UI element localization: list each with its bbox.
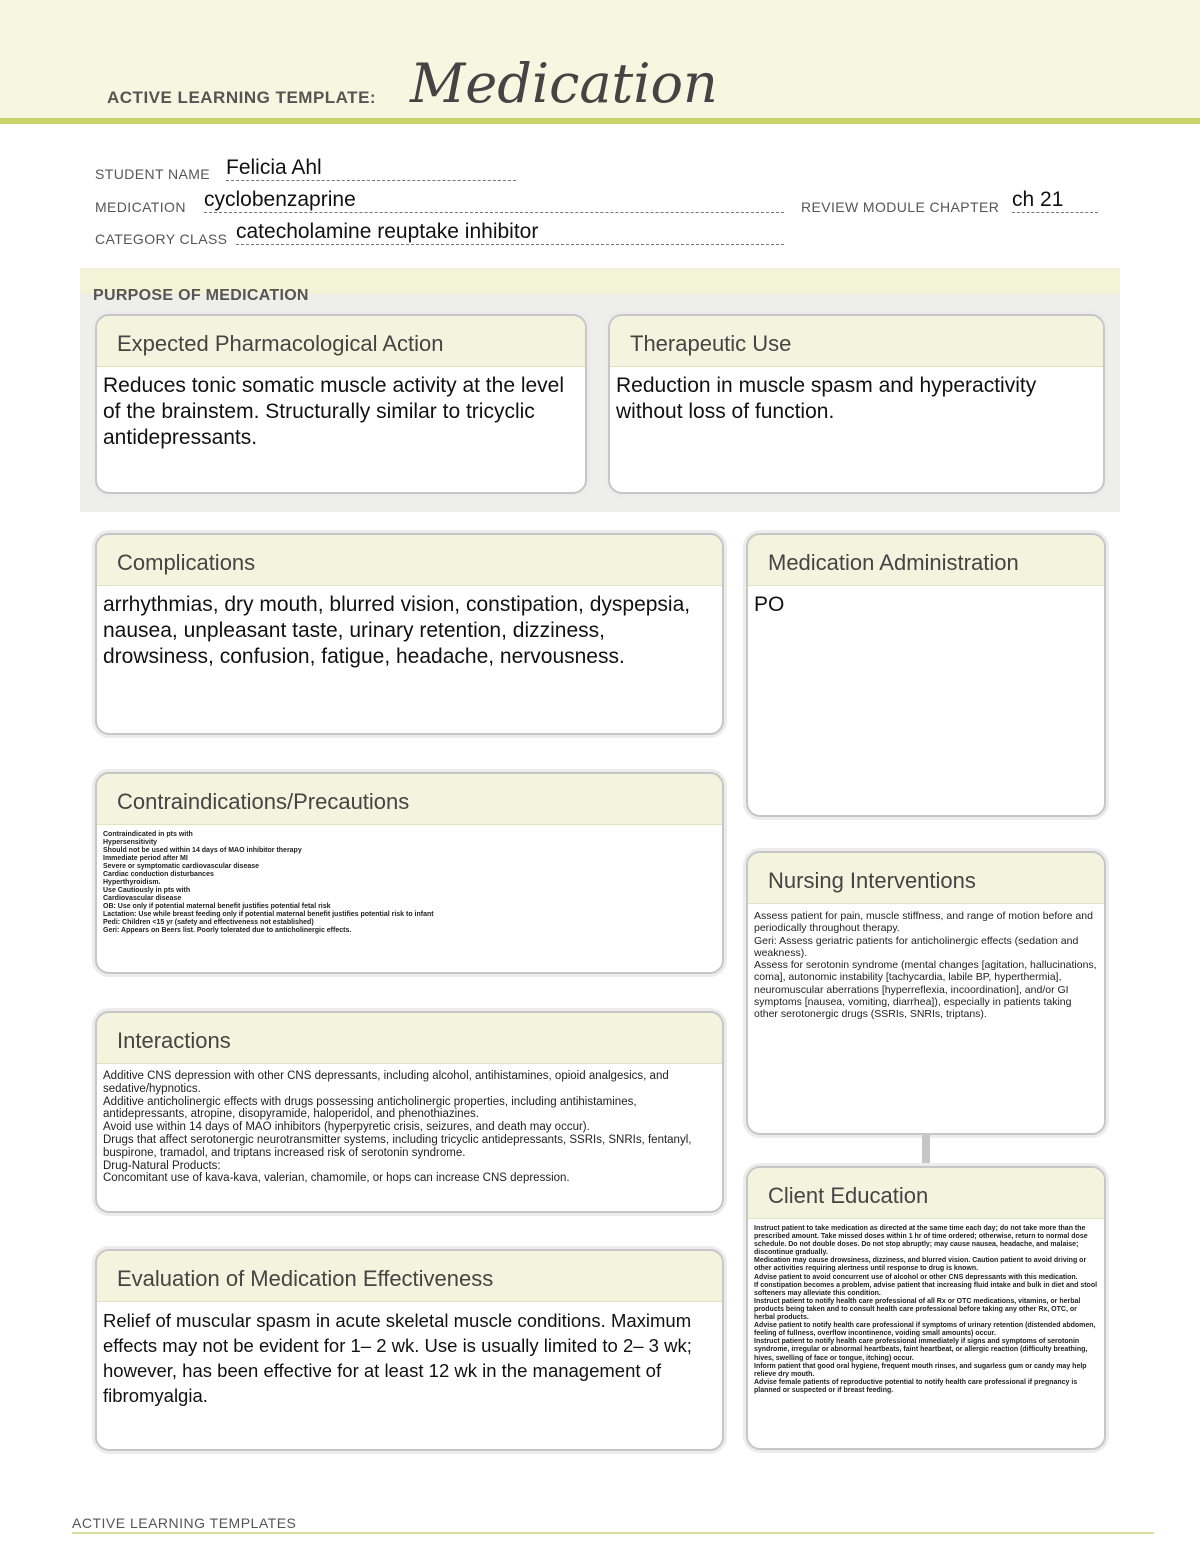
- administration-text: PO: [754, 593, 785, 616]
- contraindications-text: Contraindicated in pts with Hypersensitivity Should not be used within 14 days of MAO inhibitor therapy Immediate period after MI Severe or symptomatic cardiovascular disease Cardiac conduction disturbances Hyperthyroidism. Use Cautiously in pts with Cardiovascular disease OB: Use only if potential maternal benefit justifies potential fetal risk Lactation: Use while breast feeding only if potential maternal benefit justifies potential risk to infant Pedi: Children <15 yr (safety and effectiveness not established) Geri: Appears on Beers list. Poorly tolerated due to anticholinergic effects.: [103, 831, 434, 934]
- nursing-interventions-title: Nursing Interventions: [748, 853, 1104, 904]
- complications-card: [95, 533, 724, 735]
- client-education-title: Client Education: [748, 1168, 1104, 1219]
- therapeutic-use-card: [608, 314, 1105, 494]
- review-chapter-field[interactable]: ch 21: [1012, 188, 1098, 213]
- expected-action-text: Reduces tonic somatic muscle activity at the level of the brainstem. Structurally similar to tricyclic antidepressants.: [103, 374, 565, 449]
- interactions-card: [95, 1011, 724, 1213]
- expected-action-title: Expected Pharmacological Action: [97, 316, 585, 367]
- header-band: [0, 0, 1200, 124]
- evaluation-title: Evaluation of Medication Effectiveness: [97, 1251, 722, 1302]
- connector-bar: [922, 1134, 930, 1166]
- nursing-interventions-text: Assess patient for pain, muscle stiffness, and range of motion before and periodically throughout therapy. Geri: Assess geriatric patients for anticholinergic effects (sedation and weakness). Assess for serotonin syndrome (mental changes [agitation, hallucinations, coma], autonomic instability [tachycardia, labile BP, hyperthermia], neuromuscular aberrations [hyperreflexia, incoordination], and/or GI symptoms [nausea, vomiting, diarrhea]), especially in patients taking other serotonergic drugs (SSRIs, SNRIs, triptans).: [754, 910, 1097, 1021]
- therapeutic-use-text: Reduction in muscle spasm and hyperactivity without loss of function.: [616, 374, 1037, 423]
- purpose-title: PURPOSE OF MEDICATION: [93, 287, 309, 304]
- evaluation-card: [95, 1249, 724, 1451]
- therapeutic-use-title: Therapeutic Use: [610, 316, 1103, 367]
- medication-field[interactable]: cyclobenzaprine: [204, 188, 784, 213]
- administration-card: [746, 533, 1106, 817]
- contraindications-card: [95, 772, 724, 974]
- complications-text: arrhythmias, dry mouth, blurred vision, constipation, dyspepsia, nausea, unpleasant taste, urinary retention, dizziness, drowsiness, confusion, fatigue, headache, nervousness.: [103, 593, 691, 668]
- template-label: ACTIVE LEARNING TEMPLATE:: [107, 88, 377, 107]
- administration-title: Medication Administration: [748, 535, 1104, 586]
- category-class-field[interactable]: catecholamine reuptake inhibitor: [236, 220, 784, 245]
- interactions-text: Additive CNS depression with other CNS depressants, including alcohol, antihistamines, opioid analgesics, and sedative/hypnotics. Additive anticholinergic effects with drugs possessing anticholinergic properties, including antihistamines, antidepressants, atropine, disopyramide, haloperidol, and phenothiazines. Avoid use within 14 days of MAO inhibitors (hyperpyretic crisis, seizures, and death may occur). Drugs that affect serotonergic neurotransmitter systems, including tricyclic antidepressants, SSRIs, SNRIs, fentanyl, buspirone, tramadol, and triptans increased risk of serotonin syndrome. Drug-Natural Products: Concomitant use of kava-kava, valerian, chamomile, or hops can increase CNS depression.: [103, 1070, 692, 1185]
- client-education-card: [746, 1166, 1106, 1450]
- template-title: Medication: [410, 52, 718, 115]
- evaluation-text: Relief of muscular spasm in acute skeletal muscle conditions. Maximum effects may not be evident for 1– 2 wk. Use is usually limited to 2– 3 wk; however, has been effective for at least 12 wk in the management of fibromyalgia.: [103, 1310, 692, 1406]
- student-name-field[interactable]: Felicia Ahl: [226, 156, 516, 181]
- complications-title: Complications: [97, 535, 722, 586]
- category-class-label: CATEGORY CLASS: [95, 231, 228, 247]
- contraindications-title: Contraindications/Precautions: [97, 774, 722, 825]
- footer-rule: [72, 1532, 1154, 1534]
- nursing-interventions-card: [746, 851, 1106, 1135]
- review-chapter-label: REVIEW MODULE CHAPTER: [801, 199, 1000, 215]
- medication-label: MEDICATION: [95, 199, 186, 215]
- interactions-title: Interactions: [97, 1013, 722, 1064]
- expected-action-card: [95, 314, 587, 494]
- client-education-text: Instruct patient to take medication as directed at the same time each day; do not take more than the prescribed amount. Take missed doses within 1 hr of time ordered; otherwise, return to normal dose schedule. Do not double doses. Do not stop abruptly; may cause nausea, headache, and malaise; discontinue gradually. Medication may cause drowsiness, dizziness, and blurred vision. Caution patient to avoid driving or other activities requiring alertness until response to drug is known. Advise patient to avoid concurrent use of alcohol or other CNS depressants with this medication. If constipation becomes a problem, advise patient that increasing fluid intake and bulk in diet and stool softeners may alleviate this condition. Instruct patient to notify health care professional of all Rx or OTC medications, vitamins, or herbal products being taken and to consult health care professional before taking any other Rx, OTC, or herbal products. Advise patient to notify health care professional if symptoms of urinary retention (distended abdomen, feeling of fullness, overflow incontinence, voiding small amounts) occur. Instruct patient to notify health care professional immediately if signs and symptoms of serotonin syndrome, irregular or abnormal heartbeats, faint heartbeat, or allergic reaction (difficulty breathing, hives, swelling of face or tongue, itching) occur. Inform patient that good oral hygiene, frequent mouth rinses, and sugarless gum or candy may help relieve dry mouth. Advise female patients of reproductive potential to notify health care professional if pregnancy is planned or suspected or if breast feeding.: [754, 1225, 1098, 1394]
- footer-label: ACTIVE LEARNING TEMPLATES: [72, 1515, 297, 1531]
- student-name-label: STUDENT NAME: [95, 166, 210, 182]
